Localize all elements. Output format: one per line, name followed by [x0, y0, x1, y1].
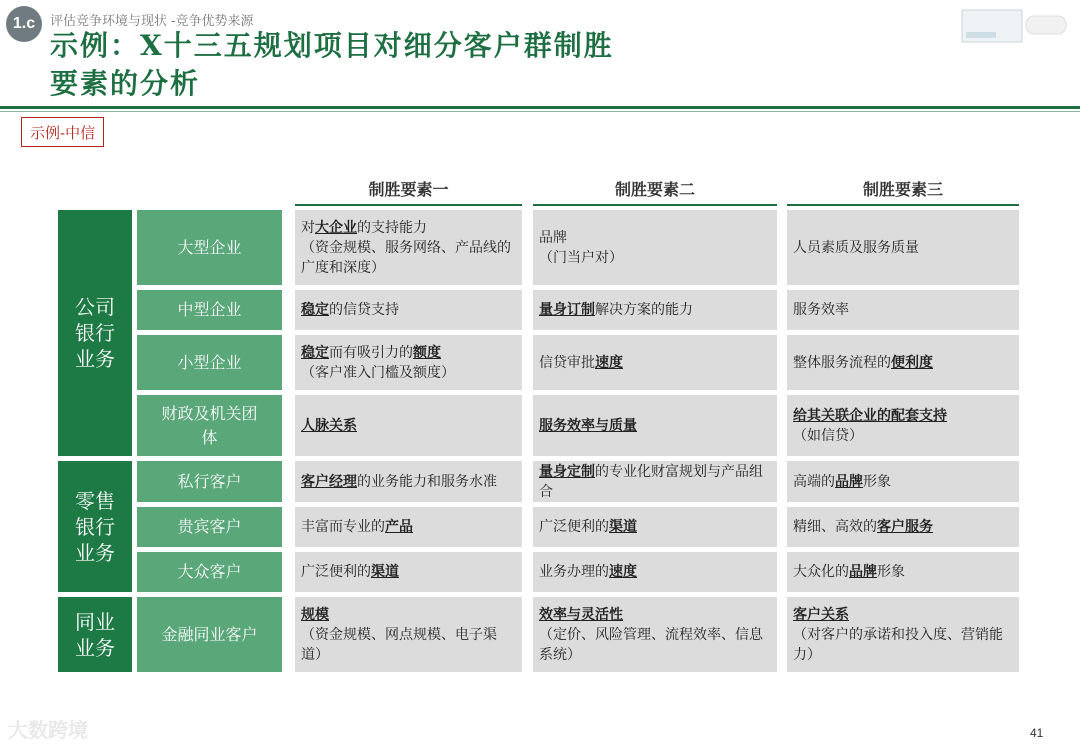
cell-fragment: 人员素质及服务质量: [793, 239, 919, 256]
column-header-2: 制胜要素二: [533, 172, 777, 206]
segment-label: 大型企业: [137, 210, 282, 285]
cell-fragment: （对客户的承诺和投入度、营销能力）: [793, 626, 1003, 663]
cell-text: [301, 416, 516, 436]
group-corporate-banking: 公司银行业务: [58, 210, 132, 456]
key-term: 速度: [609, 564, 637, 580]
key-term: 渠道: [371, 564, 399, 580]
segment-label: 中型企业: [137, 290, 282, 330]
matrix-cell: [295, 335, 522, 390]
cell-text: [793, 605, 1013, 665]
cell-text: [539, 462, 771, 502]
cell-text: [793, 238, 1013, 258]
cell-text: [301, 300, 516, 320]
key-term: 效率与灵活性: [539, 606, 623, 623]
matrix-cell: [787, 461, 1019, 502]
header-rule: [0, 106, 1080, 109]
matrix-cell: [533, 507, 777, 547]
cell-text: [539, 228, 771, 268]
cell-fragment: 的专业化财富规划与产品组合: [539, 463, 763, 500]
matrix-cell: [787, 597, 1019, 672]
matrix-cell: [787, 335, 1019, 390]
segment-label: 金融同业客户: [137, 597, 282, 672]
page-number: 41: [1030, 726, 1044, 740]
key-term: 品牌: [849, 564, 877, 580]
cell-fragment: 而有吸引力的: [329, 344, 413, 361]
matrix-cell: [533, 290, 777, 330]
matrix-cell: [295, 210, 522, 285]
group-interbank: 同业业务: [58, 597, 132, 672]
cell-text: [539, 300, 771, 320]
matrix-cell: [533, 335, 777, 390]
matrix-cell: [533, 210, 777, 285]
cell-fragment: （资金规模、网点规模、电子渠道）: [301, 626, 497, 663]
cell-fragment: （资金规模、服务网络、产品线的广度和深度）: [301, 239, 511, 276]
cell-fragment: 广泛便利的: [539, 519, 609, 535]
breadcrumb: 评估竞争环境与现状 -竞争优势来源: [50, 14, 254, 29]
segment-label: 小型企业: [137, 335, 282, 390]
page-title-line1: 示例：X十三五规划项目对细分客户群制胜: [50, 29, 614, 62]
key-term: 客户经理: [301, 473, 357, 490]
matrix-cell: [533, 395, 777, 456]
cell-text: [793, 406, 1013, 446]
example-tag: 示例-中信: [21, 117, 104, 147]
section-badge: 1.c: [6, 6, 42, 42]
key-term: 渠道: [609, 519, 637, 535]
cell-fragment: 的支持能力: [357, 219, 427, 236]
matrix-cell: [787, 395, 1019, 456]
cell-text: [539, 517, 771, 537]
key-term: 稳定: [301, 344, 329, 361]
matrix-cell: [533, 597, 777, 672]
cell-fragment: （如信贷）: [793, 427, 863, 444]
cell-text: [539, 562, 771, 582]
key-term: 人脉关系: [301, 417, 357, 434]
matrix-cell: [787, 210, 1019, 285]
cell-text: [793, 517, 1013, 537]
segment-label: 私行客户: [137, 461, 282, 502]
cell-fragment: 信贷审批: [539, 354, 595, 371]
key-term: 量身订制: [539, 302, 595, 318]
cell-fragment: 广泛便利的: [301, 564, 371, 580]
key-term: 额度: [413, 344, 441, 361]
column-header-3: 制胜要素三: [787, 172, 1019, 206]
matrix-cell: [295, 552, 522, 592]
cell-text: [793, 300, 1013, 320]
cell-text: [793, 353, 1013, 373]
cell-fragment: 形象: [877, 564, 905, 580]
matrix-cell: [295, 597, 522, 672]
header-rule-thin: [0, 111, 1080, 112]
matrix-cell: [295, 507, 522, 547]
segment-label: 财政及机关团体: [137, 395, 282, 456]
segment-label: 大众客户: [137, 552, 282, 592]
cell-fragment: 丰富而专业的: [301, 519, 385, 535]
cell-text: [301, 605, 516, 665]
matrix-cell: [787, 290, 1019, 330]
key-term: 规模: [301, 606, 329, 623]
cell-fragment: 品牌: [539, 229, 567, 246]
cell-text: [301, 517, 516, 537]
cell-fragment: （门当户对）: [539, 249, 623, 266]
matrix-cell: [787, 552, 1019, 592]
cell-fragment: 精细、高效的: [793, 519, 877, 535]
cell-text: [539, 353, 771, 373]
cell-fragment: 形象: [863, 473, 891, 490]
key-term: 客户关系: [793, 606, 849, 623]
group-retail-banking: 零售银行业务: [58, 461, 132, 592]
slide-thumbnail-icon: [960, 6, 1070, 46]
cell-text: [301, 562, 516, 582]
key-term: 量身定制: [539, 463, 595, 480]
column-header-1: 制胜要素一: [295, 172, 522, 206]
cell-fragment: 服务效率: [793, 302, 849, 318]
cell-fragment: （客户准入门槛及额度）: [301, 364, 455, 381]
cell-text: [793, 562, 1013, 582]
key-term: 大企业: [315, 219, 357, 236]
page-title-line2: 要素的分析: [50, 67, 201, 100]
matrix-cell: [787, 507, 1019, 547]
cell-fragment: 高端的: [793, 473, 835, 490]
cell-text: [301, 218, 516, 278]
key-term: 速度: [595, 354, 623, 371]
key-term: 产品: [385, 519, 413, 535]
segment-label: 贵宾客户: [137, 507, 282, 547]
cell-fragment: 大众化的: [793, 564, 849, 580]
key-term: 便利度: [891, 354, 933, 371]
matrix-cell: [533, 552, 777, 592]
key-term: 给其关联企业的配套支持: [793, 407, 947, 424]
matrix-cell: [533, 461, 777, 502]
matrix-cell: [295, 290, 522, 330]
cell-text: [301, 472, 516, 492]
cell-text: [539, 416, 771, 436]
cell-text: [301, 343, 516, 383]
cell-fragment: 解决方案的能力: [595, 302, 693, 318]
cell-fragment: 整体服务流程的: [793, 354, 891, 371]
cell-text: [793, 472, 1013, 492]
cell-fragment: （定价、风险管理、流程效率、信息系统）: [539, 626, 763, 663]
matrix-cell: [295, 395, 522, 456]
cell-text: [539, 605, 771, 665]
cell-fragment: 业务办理的: [539, 564, 609, 580]
key-term: 客户服务: [877, 519, 933, 535]
cell-fragment: 的信贷支持: [329, 302, 399, 318]
watermark-logo: 大数跨境: [8, 720, 88, 742]
matrix-cell: [295, 461, 522, 502]
key-term: 稳定: [301, 302, 329, 318]
key-term: 服务效率与质量: [539, 417, 637, 434]
cell-fragment: 的业务能力和服务水准: [357, 473, 497, 490]
cell-fragment: 对: [301, 219, 315, 236]
key-term: 品牌: [835, 473, 863, 490]
page-title: [50, 27, 614, 103]
